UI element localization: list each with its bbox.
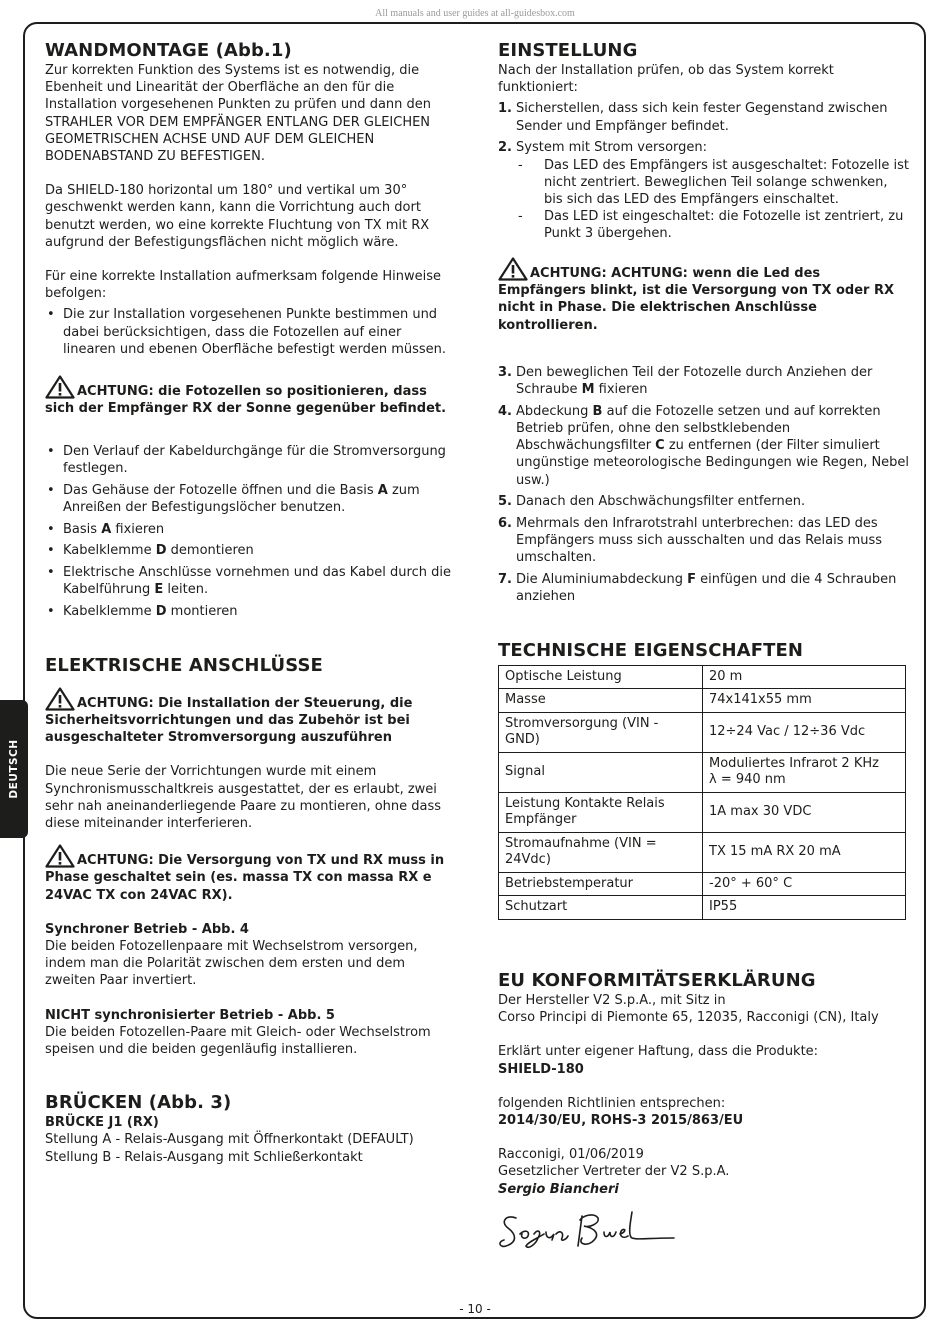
part-label: C (655, 438, 665, 454)
warning-block (45, 844, 455, 904)
list-item (45, 542, 455, 559)
bullet-list (45, 306, 455, 358)
bullet-list (45, 443, 455, 620)
text: Elektrische Anschlüsse vornehmen und das Kabel durch die Kabelführung (63, 565, 451, 598)
paragraph: Stellung B - Relais-Ausgang mit Schließerkontakt (45, 1149, 363, 1165)
text: leiten. (163, 582, 209, 598)
list-item: - Das LED ist eingeschaltet: die Fotozelle ist zentriert, zu Punkt 3 übergehen. (516, 208, 910, 242)
table-cell: 12÷24 Vac / 12÷36 Vdc (703, 712, 906, 752)
list-item: 2. System mit Strom versorgen: - Das LED des Empfängers ist ausgeschaltet: Fotozelle ist nicht zentriert. Beweglichen Teil solange schwenken, bis sich das LED des Empfängers einschaltet. - Das LED ist eingeschaltet: die Fotozelle ist zentriert, zu Punkt 3 übergehen. (498, 139, 910, 242)
part-label: A (101, 521, 112, 537)
table-cell: 1A max 30 VDC (703, 792, 906, 832)
part-label: M (581, 382, 595, 398)
list-item: 1. Sicherstellen, dass sich kein fester Gegenstand zwischen Sender und Empfänger befindet. (498, 101, 888, 134)
numbered-list (498, 364, 910, 606)
dash-list (516, 157, 910, 243)
section-title-eu: EU KONFORMITÄTSERKLÄRUNG (498, 969, 816, 991)
table-cell: 20 m (703, 665, 906, 689)
warning-icon (45, 375, 75, 399)
text: fixieren (594, 382, 648, 398)
right-column (498, 40, 910, 1254)
text: Sicherstellen, dass sich kein fester Gegenstand zwischen Sender und Empfänger befindet. (516, 101, 888, 134)
text: Abdeckung (516, 403, 593, 419)
part-label: E (154, 582, 164, 598)
table-cell: Schutzart (499, 896, 703, 920)
warning-block (45, 687, 455, 747)
page-number: - 10 - (459, 1302, 491, 1316)
text: demontieren (166, 543, 254, 559)
table-cell: Masse (499, 689, 703, 713)
paragraph: Erklärt unter eigener Haftung, dass die Produkte: (498, 1044, 819, 1060)
warning-icon (45, 844, 75, 868)
text: Mehrmals den Infrarotstrahl unterbrechen: das LED des Empfängers muss sich ausschalten und das Relais muss umschalten. (516, 515, 883, 566)
table-cell: 74x141x55 mm (703, 689, 906, 713)
text: fixieren (111, 521, 165, 537)
warning-icon (498, 257, 528, 281)
language-label: DEUTSCH (8, 739, 20, 799)
cell-line: λ = 940 nm (709, 772, 786, 788)
text: montieren (166, 604, 238, 620)
table-cell (703, 752, 906, 792)
signature-image (498, 1204, 688, 1254)
table-cell: -20° + 60° C (703, 872, 906, 896)
warning-text: ACHTUNG: Die Versorgung von TX und RX muss in Phase geschaltet sein (es. massa TX con massa RX e 24VAC TX con 24VAC RX). (45, 853, 445, 903)
paragraph: Da SHIELD-180 horizontal um 180° und vertikal um 30° geschwenkt werden kann, kann die Vorrichtung auch dort benutzt werden, wo eine korrekte Fluchtung von TX mit RX aufgrund der Befestigungsflächen nicht möglich wäre. (45, 183, 430, 250)
product-name: SHIELD-180 (498, 1061, 584, 1077)
list-item: 4. Abdeckung B auf die Fotozelle setzen und auf korrekten Betrieb prüfen, ohne den selbstklebenden Abschwächungsfilter C zu entfernen (der Filter simuliert ungünstige meteorologische Bedingungen wie Regen, Nebel usw.) (498, 403, 910, 488)
part-label: D (155, 543, 167, 559)
list-item (45, 521, 455, 538)
specs-table (498, 665, 906, 920)
table-cell: Optische Leistung (499, 665, 703, 689)
part-label: D (155, 604, 167, 620)
paragraph: Corso Principi di Piemonte 65, 12035, Racconigi (CN), Italy (498, 1010, 879, 1026)
left-column (45, 40, 455, 1166)
table-row (499, 689, 906, 713)
table-row (499, 832, 906, 872)
section-title-technische: TECHNISCHE EIGENSCHAFTEN (498, 639, 804, 661)
paragraph: Zur korrekten Funktion des Systems ist es notwendig, die Ebenheit und Linearität der Oberfläche an den für die Installation vorgesehenen Punkten zu prüfen und dann den STRAHLER VOR DEM EMPFÄNGER ENTLANG DER GLEICHEN GEOMETRISCHEN ACHSE UND AUF DEM GLEICHEN BODENABSTAND ZU BEFESTIGEN. (45, 63, 432, 165)
paragraph: Für eine korrekte Installation aufmerksam folgende Hinweise befolgen: (45, 269, 442, 302)
table-cell: TX 15 mA RX 20 mA (703, 832, 906, 872)
list-item: 7. Die Aluminiumabdeckung F einfügen und die 4 Schrauben anziehen (498, 572, 897, 605)
table-row (499, 792, 906, 832)
text: auf die Fotozelle setzen und auf korrekten Betrieb prüfen, ohne den selbstklebenden Abschwächungsfilter (516, 403, 881, 454)
list-item: 3. Den beweglichen Teil der Fotozelle durch Anziehen der Schraube M fixieren (498, 364, 873, 398)
language-side-tab (0, 700, 28, 838)
text: Das Gehäuse der Fotozelle öffnen und die Basis (63, 482, 378, 498)
section-title-wandmontage: WANDMONTAGE (Abb.1) (45, 40, 292, 61)
list-item (45, 482, 455, 516)
warning-text: ACHTUNG: ACHTUNG: wenn die Led des Empfängers blinkt, ist die Versorgung von TX oder RX nicht in Phase. Die elektrischen Anschlüsse kontrollieren. (498, 266, 894, 333)
table-cell: Signal (499, 752, 703, 792)
numbered-list (498, 100, 910, 242)
signatory-name: Sergio Biancheri (498, 1181, 619, 1197)
paragraph: Die beiden Fotozellenpaare mit Wechselstrom versorgen, indem man die Polarität zwischen dem ersten und dem zweiten Paar invertiert. (45, 939, 418, 989)
paragraph: Stellung A - Relais-Ausgang mit Öffnerkontakt (DEFAULT) (45, 1132, 414, 1148)
header-note: All manuals and user guides at all-guidesbox.com (375, 8, 575, 19)
paragraph: Der Hersteller V2 S.p.A., mit Sitz in (498, 992, 726, 1008)
table-row (499, 665, 906, 689)
cell-line: Moduliertes Infrarot 2 KHz (709, 755, 879, 771)
subheading: NICHT synchronisierter Betrieb - Abb. 5 (45, 1007, 335, 1023)
paragraph: Racconigi, 01/06/2019 (498, 1147, 644, 1163)
paragraph: Die neue Serie der Vorrichtungen wurde mit einem Synchronismusschaltkreis ausgestattet, der es erlaubt, zwei sehr nah aneinanderliegende Paare zu montieren, ohne dass diese miteinander interferieren. (45, 764, 442, 831)
table-cell: Stromversorgung (VIN - GND) (499, 712, 703, 752)
section-title-einstellung: EINSTELLUNG (498, 40, 638, 61)
table-row (499, 896, 906, 920)
section-title-elektrische: ELEKTRISCHE ANSCHLÜSSE (45, 654, 323, 676)
table-cell: Stromaufnahme (VIN = 24Vdc) (499, 832, 703, 872)
table-cell: IP55 (703, 896, 906, 920)
text: Kabelklemme (63, 604, 156, 620)
text: einfügen und die 4 Schrauben anziehen (516, 572, 897, 605)
warning-block (498, 257, 910, 334)
text: Kabelklemme (63, 543, 156, 559)
text: zu entfernen (der Filter simuliert ungünstige meteorologische Bedingungen wie Regen, Nebel usw.) (516, 438, 910, 488)
list-item (45, 603, 455, 620)
warning-icon (45, 687, 75, 711)
list-item: - Das LED des Empfängers ist ausgeschaltet: Fotozelle ist nicht zentriert. Beweglichen Teil solange schwenken, bis sich das LED des Empfängers einschaltet. (516, 157, 910, 209)
warning-text: ACHTUNG: Die Installation der Steuerung, die Sicherheitsvorrichtungen und das Zubehör ist bei ausgeschalteter Stromversorgung auszuführen (45, 695, 413, 746)
warning-block (45, 375, 455, 417)
table-cell: Betriebstemperatur (499, 872, 703, 896)
list-item: • Die zur Installation vorgesehenen Punkte bestimmen und dabei berücksichtigen, dass die Fotozellen auf einer linearen und ebenen Oberfläche befestigt werden müssen. (45, 306, 455, 358)
subheading: Synchroner Betrieb - Abb. 4 (45, 921, 249, 937)
part-label: A (377, 482, 388, 498)
subheading: BRÜCKE J1 (RX) (45, 1115, 159, 1131)
table-cell: Leistung Kontakte Relais Empfänger (499, 792, 703, 832)
text: Danach den Abschwächungsfilter entfernen. (516, 494, 806, 510)
list-item (45, 564, 455, 598)
text: Den beweglichen Teil der Fotozelle durch Anziehen der Schraube (516, 364, 873, 398)
part-label: B (592, 403, 603, 419)
paragraph: Nach der Installation prüfen, ob das System korrekt funktioniert: (498, 63, 834, 96)
paragraph: Gesetzlicher Vertreter der V2 S.p.A. (498, 1164, 730, 1180)
part-label: F (687, 572, 697, 588)
table-row (499, 712, 906, 752)
text: zum Anreißen der Befestigungslöcher benutzen. (63, 482, 420, 516)
section-title-bruecken: BRÜCKEN (Abb. 3) (45, 1092, 232, 1114)
text: System mit Strom versorgen: (516, 140, 708, 156)
list-item: 5. Danach den Abschwächungsfilter entfernen. (498, 494, 806, 510)
text: Basis (63, 521, 102, 537)
paragraph: folgenden Richtlinien entsprechen: (498, 1095, 726, 1111)
warning-text: ACHTUNG: die Fotozellen so positionieren, dass sich der Empfänger RX der Sonne gegenüber befindet. (45, 383, 447, 416)
table-row (499, 872, 906, 896)
table-row (499, 752, 906, 792)
paragraph: Die beiden Fotozellen-Paare mit Gleich- oder Wechselstrom speisen und die beiden gegenläufig installieren. (45, 1024, 431, 1058)
directives: 2014/30/EU, ROHS-3 2015/863/EU (498, 1113, 744, 1128)
list-item: 6. Mehrmals den Infrarotstrahl unterbrechen: das LED des Empfängers muss sich ausschalten und das Relais muss umschalten. (498, 515, 883, 566)
list-item: • Den Verlauf der Kabeldurchgänge für die Stromversorgung festlegen. (45, 443, 455, 477)
text: Die Aluminiumabdeckung (516, 572, 688, 588)
